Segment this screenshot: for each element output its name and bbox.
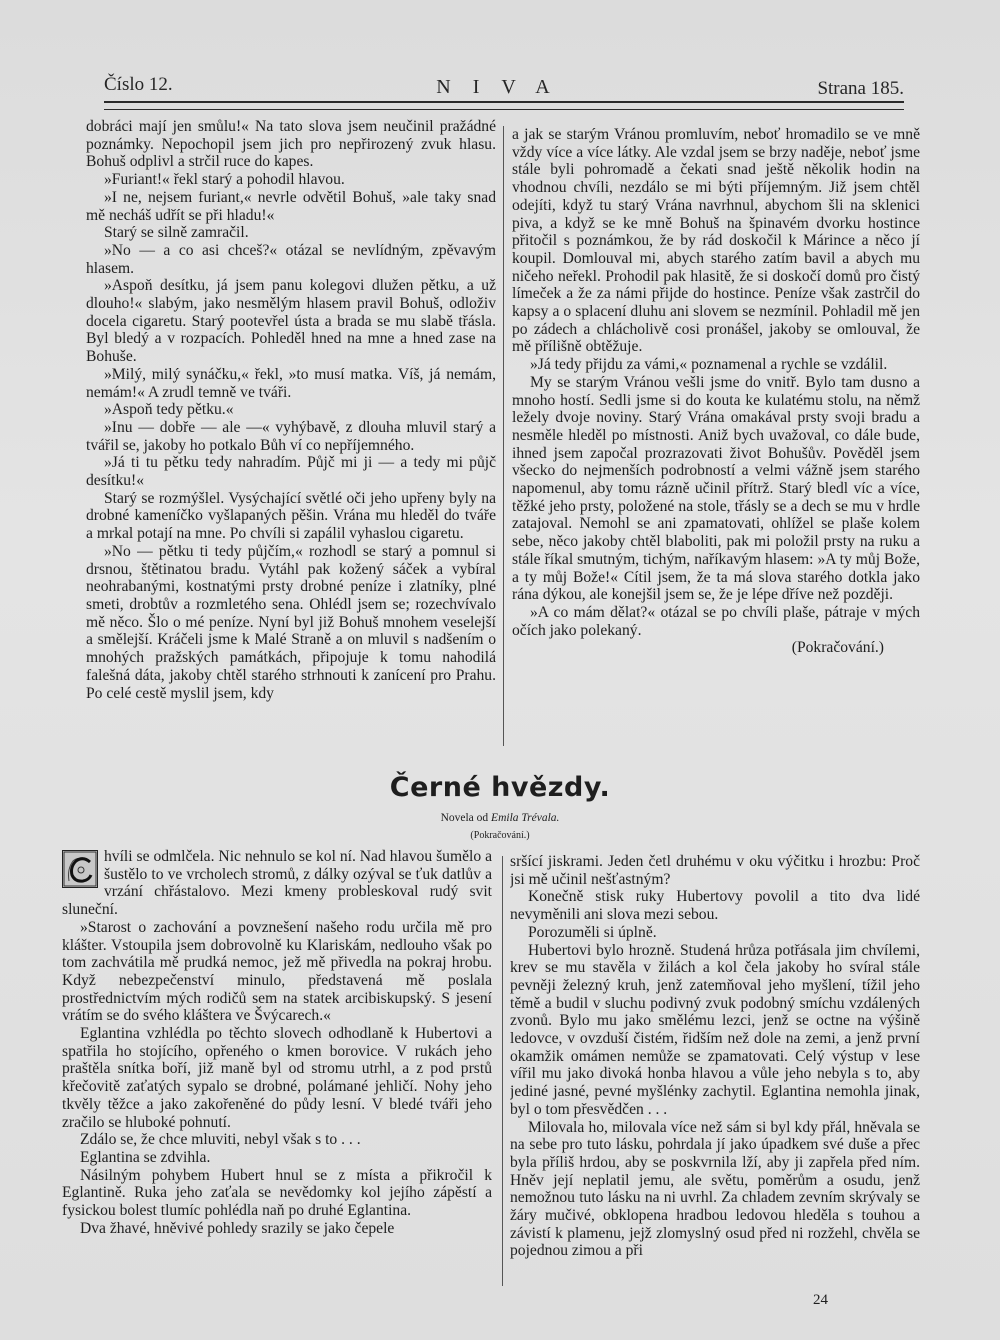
column-divider [502, 856, 503, 1286]
journal-title: NIVA [436, 76, 572, 98]
story-byline [300, 812, 700, 824]
paragraph: Hubertovi bylo hrozně. Studená hrůza potřásala jim chvílemi, krev se mu stavěla v žilách a kol čela jakoby ho svíral stále pevněji železný kruh, jenž zatemňoval jeho myšlení, tížil jeho těmě a budil v sluchu podivný zvuk podobný smíchu vzdálených zvonů. Bylo mu jako smělému lezci, jenž se octne na výšině ledovce, v ovzduší čistém, řidším než dole na zemi, a jenž první okamžik omámen nemůže se zpamatovati. Celý výstup v lese vířil mu jako divoká honba hlavou a vůle jeho nebyla s to, aby jediné jasné, pevné myšlénky zachytil. Eglantina nemohla jinak, byl o tom přesvědčen . . . [510, 941, 920, 1118]
paragraph: Dva žhavé, hněvivé pohledy srazily se jako čepele [80, 1219, 395, 1237]
top-right-column [512, 126, 920, 746]
paragraph: Konečně stisk ruky Hubertovy povolil a tito dva lidé nevyměnili ani slova mezi sebou. [510, 888, 920, 924]
paragraph: Zdálo se, že chce mluviti, nebyl však s to . . . [80, 1131, 361, 1149]
paragraph: Eglantina se zdvihla. [80, 1148, 211, 1166]
column-divider [503, 126, 504, 746]
paragraph: »I ne, nejsem furiant,« nevrle odvětil Bohuš, »ale taky snad mě necháš udřít se při hladu!« [86, 188, 496, 224]
signature-number: 24 [813, 1292, 828, 1308]
top-left-column [86, 118, 496, 745]
byline-prefix: Novela od [440, 812, 489, 824]
paragraph: »A co mám dělat?« otázal se po chvíli plaše, pátraje v mých očích jako polekaný. [512, 603, 920, 639]
bottom-right-column [510, 853, 920, 1285]
paragraph: Starý se rozmýšlel. Vysýchající světlé oči jeho upřeny byly na drobné kameníčko vyšlapaných pěšin. Vrána mu hleděl do tváře a mrkal potají na mne. Po chvíli si zapálil vyhaslou cigaretu. [86, 489, 496, 543]
paragraph: hvíli se odmlčela. Nic nehnulo se kol ní. Nad hlavou šumělo a šustělo to ve vrcholech stromů, z dálky ozýval se ťuk datlův a vrzání chřástalovo. Mezi kmeny probleskoval rudý svit sluneční. [62, 848, 492, 919]
paragraph: Eglantina vzhlédla po těchto slovech odhodlaně k Hubertovi a spatřila ho stojícího, opřeného o kmen borovice. V rukách jeho praštěla snítka boří, již maně byl od stromu utrhl, a z pod prstů křečovitě zaťatých sypalo se drobné, polámané jehličí. Nohy jeho tkvěly těžce a jako zakořeněné do půdy lesní. V bledé tváři jeho zračilo se hluboké pohnutí. [62, 1025, 492, 1131]
paragraph: Starý se silně zamračil. [104, 224, 249, 242]
ornamental-initial-icon [62, 850, 98, 888]
continuation-note: (Pokračování.) [791, 639, 884, 657]
issue-number: Číslo 12. [104, 74, 173, 95]
paragraph: »Furiant!« řekl starý a pohodil hlavou. [104, 171, 345, 189]
paragraph: »Inu — dobře — ale —« vyhýbavě, z dlouha mluvil starý a tvářil se, jakoby ho potkalo Bůh ví co nepříjemného. [86, 418, 496, 454]
paragraph: Porozuměli si úplně. [528, 923, 657, 941]
header-rule [104, 101, 904, 110]
paragraph: »Já ti tu pětku tedy nahradím. Půjč mi ji — a tedy mi půjč desítku!« [86, 454, 496, 490]
paragraph: Násilným pohybem Hubert hnul se z místa a přikročil k Eglantině. Ruka jeho zaťala se nevědomky kol jejího zápěstí a fysickou bolest tlumíc pohlédla naň po druhé Eglantina. [62, 1166, 492, 1220]
paragraph: »Já tedy přijdu za vámi,« poznamenal a rychle se vzdálil. [530, 356, 888, 374]
bottom-left-column [62, 848, 492, 1288]
paragraph: »Milý, milý synáčku,« řekl, »to musí matka. Víš, já nemám, nemám!« A zrudl temně ve tváři. [86, 365, 496, 401]
paragraph: Milovala ho, milovala více než sám si byl kdy přál, hněvala se na sebe pro tuto lásku, pohrdala jí jako úpadkem své duše a přec byla příliš hrdou, aby se poskvrnila lží, aby ji zapřela před ním. Hněv její neplatil jemu, ale světu, poměrům a osudu, jenž nemožnou tuto lásku na ni uvrhl. Za chladem zevním skrývaly se žáry mučivé, obklopena hradbou ledovou hleděla s touhou a závistí k plamenu, jejž zlomyslný osud před ni rozžehl, chvěla se pojednou zimou a při [510, 1118, 920, 1260]
author-name: Emila Trévala. [491, 812, 560, 824]
paragraph: a jak se starým Vránou promluvím, neboť hromadilo se ve mně vždy více a více látky. Ale vzdal jsem se brzy naděje, neboť jsme stále byli pohromadě a čekati snad ještě několik hodin na vhodnou chvíli, nezdálo se mi býti příjemným. Již jsem chtěl odejíti, když tu starý Vrána navrhnul, abychom šli na sklenici piva, a když se ke mně Bohuš na špinavém dvorku hostince přitočil s poznámkou, že by rád doskočil k Márince a něco jí koupil. Domlouval mi, abych starého zatím bavil a abych mu ničeho neřekl. Prohodil pak hlasitě, že si doskočí domů pro čistý límeček a že za námi přijde do hostince. Peníze však zastrčil do kapsy a o splacení dluhu ani slovem se nezmínil. Pohladil mě jen po zádech a chlácholivě cosi pronášel, jakoby se omlouval, že mě přílišně obtěžuje. [512, 126, 920, 356]
paragraph: »Starost o zachování a povznešení našeho rodu určila mě pro klášter. Vstoupila jsem dobrovolně ku Klariskám, nedlouho však po tom zachvátila mě prudká nemoc, jež mě přivedla na pokraj hrobu. Když nebezpečenství minulo, představená mě poslala prostřednictvím mých rodičů sem na statek arcibiskupský. S jesení vrátím se do svého kláštera ve Švýcarech.« [62, 918, 492, 1025]
paragraph: »No — a co asi chceš?« otázal se nevlídným, zpěvavým hlasem. [86, 241, 496, 277]
paragraph: »No — pětku ti tedy půjčím,« rozhodl se starý a pomnul si drsnou, štětinatou bradu. Vytáhl pak kožený sáček a vybíral neohrabanými, kostnatými prsty drobné peníze i zlatníky, plné smeti, drobtův a rozmletého sena. Ohlédl jsem se; rozechvívalo mě něco. Šlo o mé peníze. Nyní byl již Bohuš mnohem veselejší a smělejší. Kráčeli jsme k Malé Straně a on mluvil s nadšením o mnohých pražských památkách, připojuje k tomu nahodilá falešná dáta, jakoby chtěl starého strhnouti k zanícení pro Prahu. Po celé cestě myslil jsem, kdy [86, 542, 496, 702]
paragraph: »Aspoň desítku, já jsem panu kolegovi dlužen pětku, a už dlouho!« slabým, jako nesmělým hlasem pravil Bohuš, odloživ docela cigaretu. Starý pootevřel ústa a brada se mu slabě třásla. Byl bledý a v rozpacích. Pohleděl hned na mne a hned zase na Bohuše. [86, 277, 496, 366]
page-number: Strana 185. [817, 78, 904, 99]
paragraph: sršící jiskrami. Jeden četl druhému v oku výčitku i hrozbu: Proč jsi mě učinil nešťastným? [510, 853, 920, 888]
story-title: Černé hvězdy. [389, 772, 611, 803]
paragraph: My se starým Vránou vešli jsme do vnitř. Bylo tam dusno a mnoho hostí. Sedli jsme si do kouta ke kulatému stolu, na němž ležely dvoje noviny. Starý Vrána omakával prsty svoji bradu a nesměle hleděl po místnosti. Aniž bych uvažoval, co dále bude, ihned jsem započal prozrazovati život Bohušův. Pověděl jsem všecko do nejmenších podrobností a velmi vážně jsem starého napomenul, aby tomu rázně učinil přítrž. Starý bledl víc a více, těžké jeho prsty, položené na stole, třásly se a dech se mu v hrdle zatajoval. Nemohl se ani zpamatovati, ohlížel se plaše kolem sebe, něco jakoby chtěl blaboliti, pak mi položil prsty na ruku a stále říkal smutným, tichým, naříkavým hlasem: »A ty můj Bože, a ty můj Bože!« Cítil jsem, že ta má slova starého dotkla jako rána dýkou, ale konejšil jsem se, že je lépe dříve než později. [512, 373, 920, 604]
paragraph: dobráci mají jen smůlu!« Na tato slova jsem neučinil pražádné poznámky. Nepochopil jsem jich pro nepřirozený zvuk hlasu. Bohuš odplivl a strčil ruce do kapes. [86, 118, 496, 171]
story-continuation: (Pokračování.) [470, 830, 530, 841]
paragraph: »Aspoň tedy pětku.« [104, 401, 234, 419]
